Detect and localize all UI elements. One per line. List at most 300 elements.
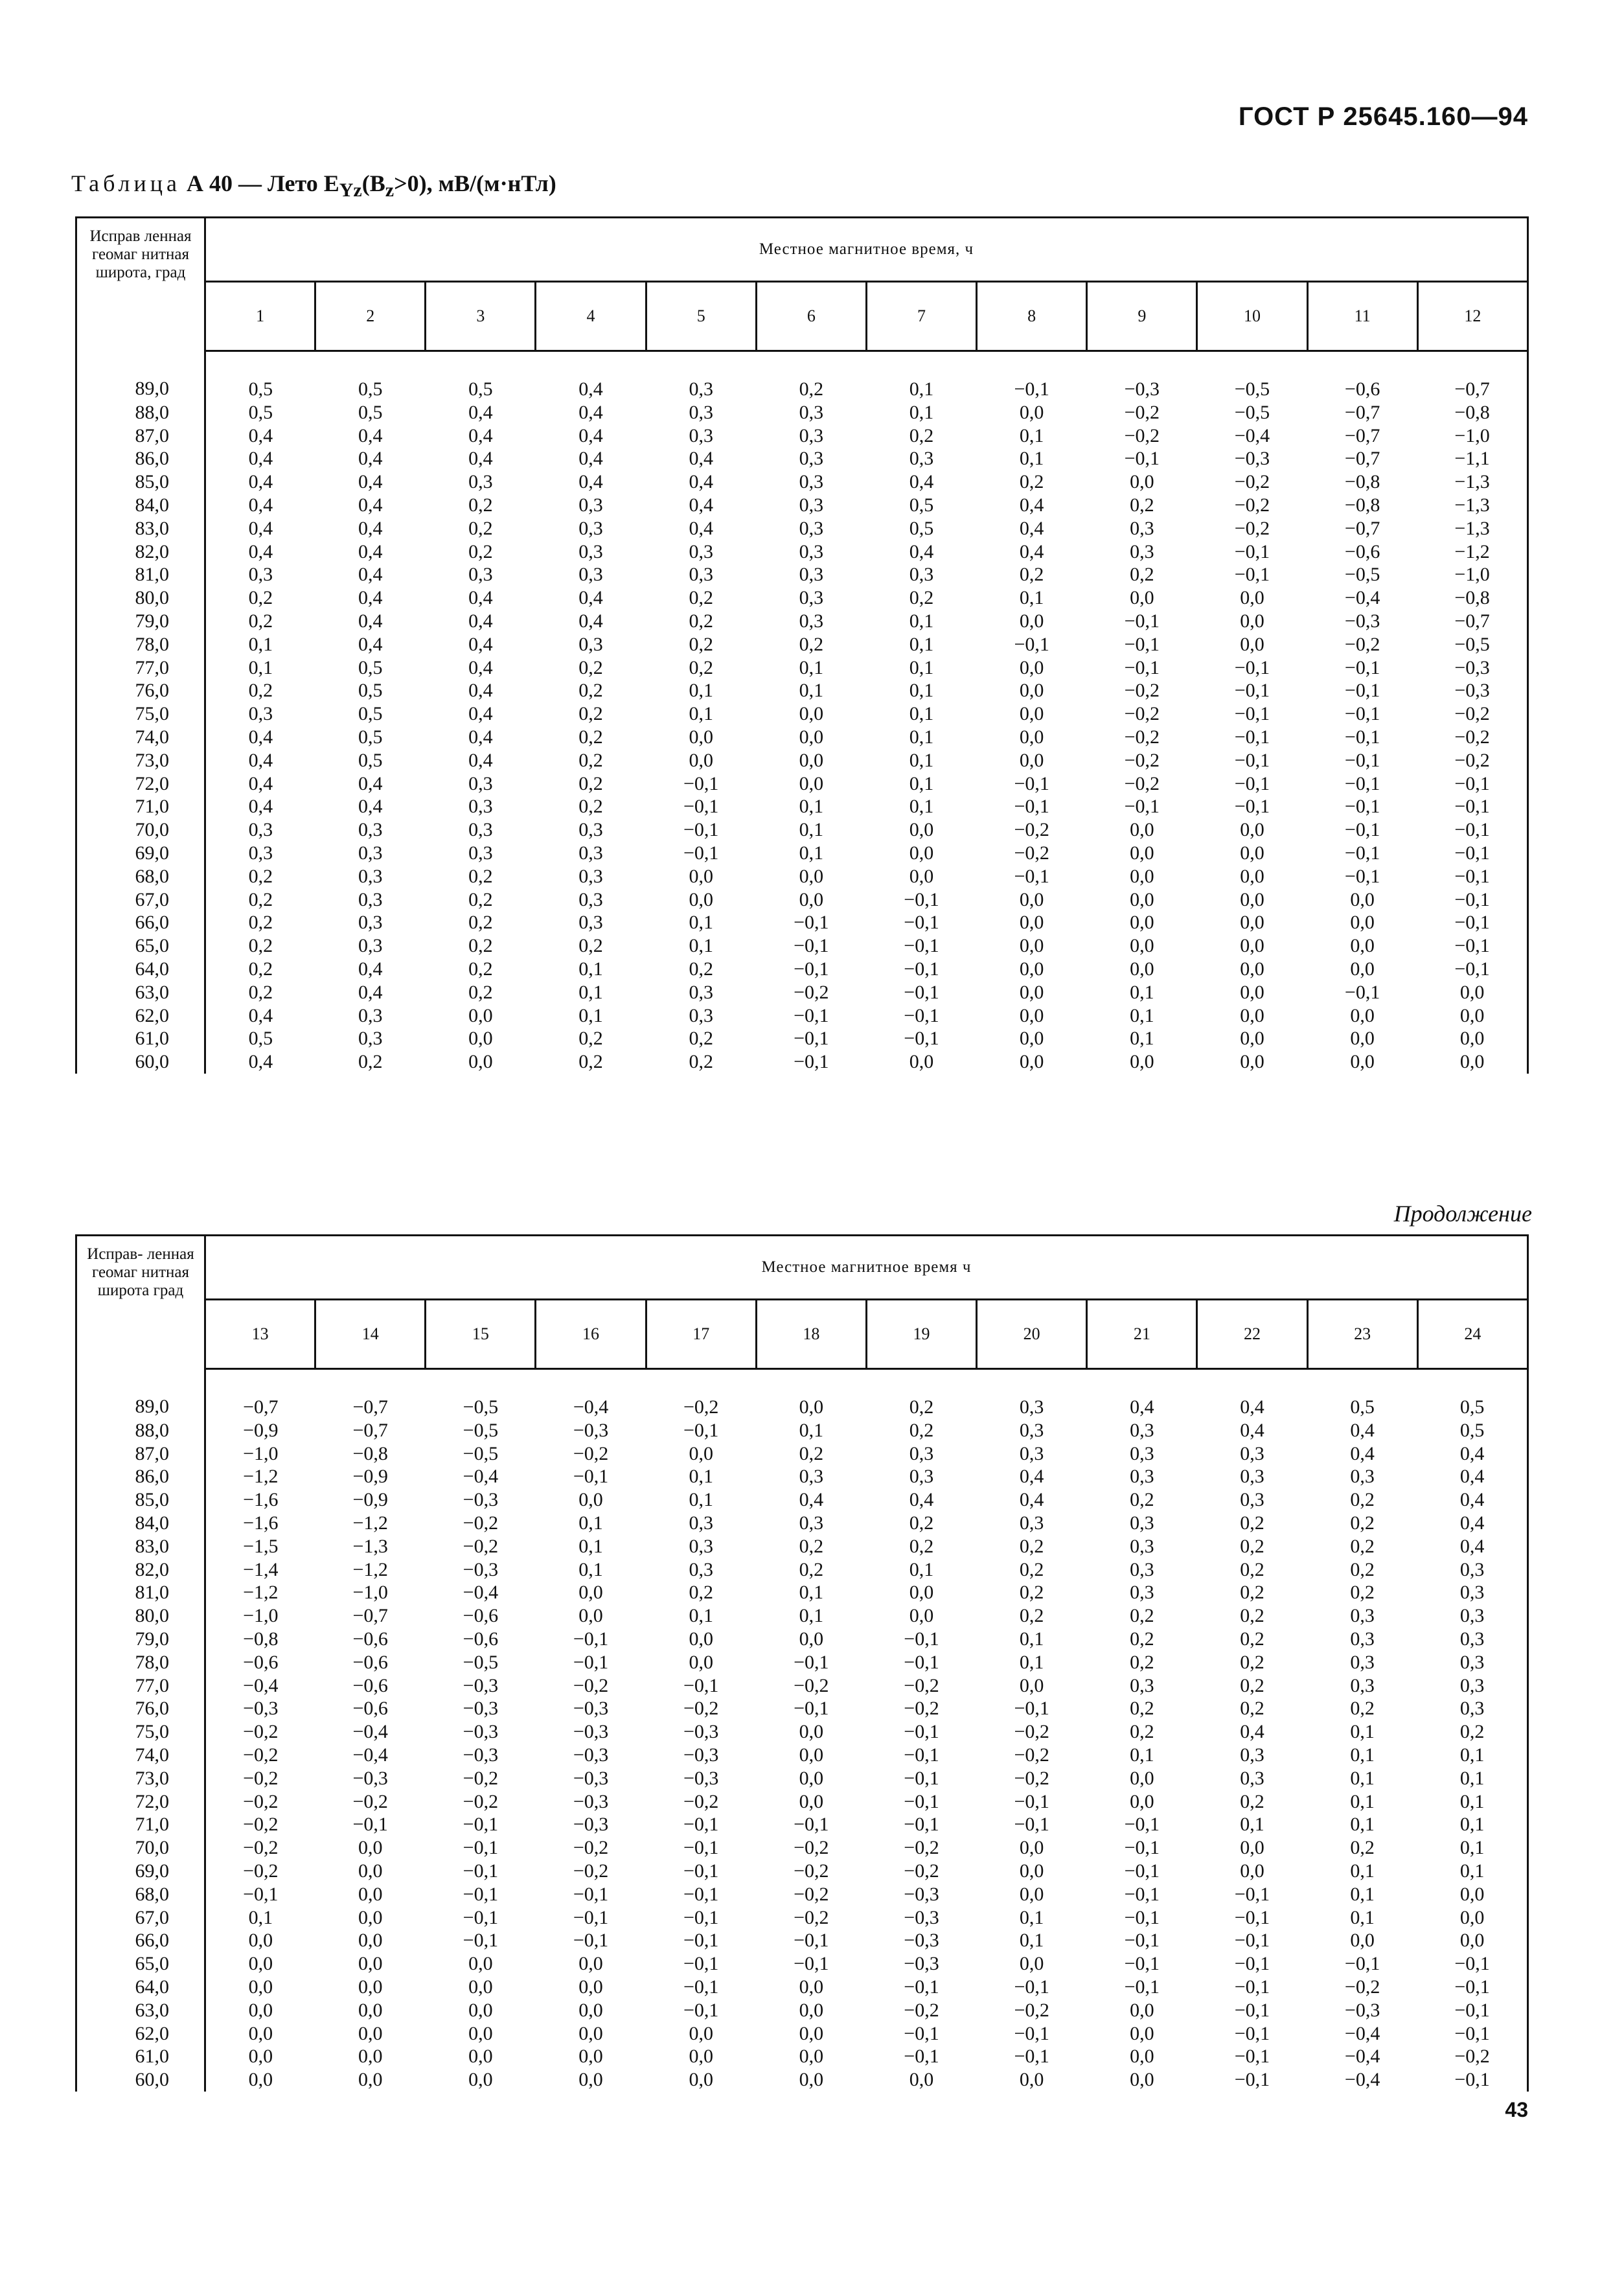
value-cell: 0,2 (578, 656, 603, 678)
value-cell: 0,3 (799, 564, 824, 586)
value-cell: 0,0 (1130, 1999, 1154, 2021)
value-cell: 0,1 (248, 633, 273, 655)
latitude-cell: 87,0 (76, 424, 205, 448)
value-cell: 0,1 (909, 610, 934, 632)
value-cell: 0,3 (1130, 1442, 1154, 1464)
hour-column-header: 15 (426, 1300, 536, 1369)
value-cell: −0,7 (1417, 610, 1527, 633)
value-cell: −0,1 (683, 1953, 719, 1975)
value-cell: 0,0 (909, 1051, 934, 1073)
value-cell: 0,0 (468, 2022, 493, 2044)
value-cell: 0,0 (578, 1976, 603, 1998)
value-cell: −0,3 (573, 1767, 609, 1789)
value-cell: 0,3 (689, 1558, 713, 1580)
latitude-cell: 83,0 (76, 1535, 205, 1558)
value-cell: −0,2 (1014, 1721, 1049, 1743)
value-cell: −0,2 (683, 1698, 719, 1720)
value-cell: −0,8 (243, 1628, 279, 1650)
value-cell: −0,1 (904, 1790, 939, 1812)
value-cell: 0,5 (358, 378, 383, 400)
value-cell: 0,1 (578, 1512, 603, 1534)
value-cell: −0,5 (1417, 633, 1527, 656)
value-cell: −0,1 (1417, 795, 1527, 818)
value-cell: −0,1 (1344, 796, 1380, 818)
value-cell: 0,3 (1130, 1466, 1154, 1488)
value-cell: 0,0 (1240, 1860, 1264, 1882)
value-cell: 0,4 (468, 587, 493, 609)
hour-column-header: 8 (977, 282, 1087, 351)
value-cell: −0,5 (463, 1419, 499, 1441)
value-cell: −0,2 (904, 1837, 939, 1859)
value-cell: 0,2 (248, 935, 273, 957)
value-cell: 0,0 (799, 1628, 824, 1650)
value-cell: −0,1 (1344, 749, 1380, 771)
local-time-group-header: Местное магнитное время, ч (205, 218, 1528, 282)
table-row (76, 633, 1528, 656)
table-row (76, 2045, 1528, 2068)
value-cell: 0,4 (909, 1489, 934, 1511)
value-cell: 0,3 (799, 448, 824, 470)
value-cell: −0,1 (1014, 378, 1049, 400)
value-cell: 0,3 (799, 540, 824, 562)
value-cell: 0,4 (689, 517, 713, 539)
value-cell: −0,1 (573, 1906, 609, 1928)
value-cell: 0,0 (1350, 1930, 1375, 1952)
value-cell: 0,1 (1350, 1883, 1375, 1905)
value-cell: −0,7 (352, 1605, 388, 1627)
value-cell: 0,0 (578, 1582, 603, 1604)
value-cell: 0,4 (909, 540, 934, 562)
value-cell: 0,2 (689, 1051, 713, 1073)
value-cell: 0,0 (1240, 1051, 1264, 1073)
value-cell: 0,2 (468, 981, 493, 1003)
value-cell: 0,2 (1350, 1698, 1375, 1720)
value-cell: 0,0 (1019, 703, 1044, 725)
latitude-cell: 72,0 (76, 1790, 205, 1814)
value-cell: 0,4 (358, 424, 383, 446)
value-cell: 0,0 (1240, 865, 1264, 887)
value-cell: 0,2 (689, 1582, 713, 1604)
value-cell: 0,4 (1019, 517, 1044, 539)
value-cell: 0,4 (248, 424, 273, 446)
value-cell: 0,3 (799, 1466, 824, 1488)
value-cell: −0,1 (1234, 1999, 1270, 2021)
value-cell: 0,1 (1019, 1930, 1044, 1952)
value-cell: 0,0 (358, 1999, 383, 2021)
value-cell: 0,2 (578, 796, 603, 818)
value-cell: 0,2 (248, 587, 273, 609)
value-cell: 0,2 (578, 935, 603, 957)
value-cell: 0,3 (1417, 1628, 1527, 1651)
value-cell: 0,2 (1350, 1535, 1375, 1557)
table-row (76, 1581, 1528, 1604)
value-cell: −1,0 (243, 1605, 279, 1627)
value-cell: 0,3 (468, 819, 493, 841)
value-cell: −0,1 (573, 1628, 609, 1650)
value-cell: 0,3 (578, 517, 603, 539)
value-cell: 0,2 (689, 1028, 713, 1050)
value-cell: 0,3 (1130, 1558, 1154, 1580)
value-cell: 0,5 (358, 656, 383, 678)
hour-column-header: 10 (1197, 282, 1307, 351)
value-cell: 0,0 (1240, 610, 1264, 632)
value-cell: 0,3 (799, 610, 824, 632)
value-cell: 0,4 (358, 494, 383, 516)
value-cell: −0,1 (352, 1814, 388, 1836)
value-cell: −0,8 (1344, 471, 1380, 493)
latitude-cell: 60,0 (76, 1050, 205, 1074)
value-cell: 0,1 (1130, 1004, 1154, 1026)
value-cell: −0,1 (1417, 888, 1527, 912)
value-cell: 0,1 (689, 1605, 713, 1627)
value-cell: 0,1 (1019, 448, 1044, 470)
caption-tail: >0), мВ/(м·нТл) (394, 170, 556, 196)
value-cell: 0,2 (1130, 1489, 1154, 1511)
latitude-column-header: Исправ ленная геомаг нитная широта, град (76, 218, 205, 351)
value-cell: −0,9 (352, 1466, 388, 1488)
value-cell: 0,0 (689, 2022, 713, 2044)
value-cell: 0,0 (358, 2046, 383, 2068)
value-cell: 0,0 (1240, 888, 1264, 910)
table-row (76, 1651, 1528, 1674)
value-cell: 0,0 (248, 2069, 273, 2091)
value-cell: −0,2 (243, 1767, 279, 1789)
value-cell: 0,5 (358, 726, 383, 748)
value-cell: 0,2 (578, 680, 603, 702)
value-cell: 0,3 (1417, 1697, 1527, 1720)
value-cell: −0,1 (463, 1837, 499, 1859)
value-cell: 0,0 (1019, 610, 1044, 632)
value-cell: −0,3 (904, 1883, 939, 1905)
value-cell: 0,4 (248, 471, 273, 493)
value-cell: −0,3 (1417, 679, 1527, 702)
value-cell: −0,5 (463, 1396, 499, 1418)
value-cell: 0,3 (578, 633, 603, 655)
value-cell: −0,1 (794, 1651, 829, 1673)
value-cell: 0,4 (1019, 540, 1044, 562)
value-cell: −0,8 (1417, 586, 1527, 610)
value-cell: −0,2 (243, 1744, 279, 1766)
value-cell: 0,2 (909, 587, 934, 609)
value-cell: 0,0 (909, 2069, 934, 2091)
value-cell: 0,4 (1240, 1721, 1264, 1743)
latitude-cell: 74,0 (76, 726, 205, 749)
value-cell: 0,0 (1130, 2046, 1154, 2068)
value-cell: −0,1 (1124, 633, 1160, 655)
value-cell: 0,5 (1417, 1419, 1527, 1442)
value-cell: 0,0 (1240, 1028, 1264, 1050)
table-row (76, 563, 1528, 586)
value-cell: −0,2 (794, 1906, 829, 1928)
value-cell: 0,2 (248, 610, 273, 632)
latitude-cell: 85,0 (76, 1488, 205, 1512)
value-cell: 0,0 (578, 2046, 603, 2068)
value-cell: 0,2 (1130, 1651, 1154, 1673)
value-cell: 0,2 (1417, 1720, 1527, 1744)
value-cell: 0,3 (468, 564, 493, 586)
value-cell: −0,9 (352, 1489, 388, 1511)
value-cell: 0,0 (1019, 749, 1044, 771)
value-cell: 0,0 (799, 865, 824, 887)
value-cell: 0,4 (1240, 1396, 1264, 1418)
value-cell: 0,4 (1417, 1465, 1527, 1488)
value-cell: −0,2 (1014, 1744, 1049, 1766)
value-cell: −0,1 (1014, 772, 1049, 794)
value-cell: −1,6 (243, 1489, 279, 1511)
value-cell: −1,2 (352, 1512, 388, 1534)
value-cell: 0,2 (248, 958, 273, 980)
value-cell: 0,5 (358, 680, 383, 702)
value-cell: 0,0 (1130, 958, 1154, 980)
value-cell: 0,2 (689, 656, 713, 678)
value-cell: −0,4 (352, 1744, 388, 1766)
hour-column-header: 18 (756, 1300, 866, 1369)
value-cell: −0,1 (1417, 2068, 1527, 2092)
latitude-cell: 64,0 (76, 958, 205, 981)
value-cell: 0,0 (248, 2046, 273, 2068)
value-cell: 0,3 (1130, 1535, 1154, 1557)
latitude-cell: 66,0 (76, 911, 205, 934)
value-cell: 0,0 (468, 1051, 493, 1073)
value-cell: −0,3 (463, 1674, 499, 1696)
table-row (76, 842, 1528, 865)
value-cell: −0,3 (683, 1744, 719, 1766)
value-cell: 0,2 (1350, 1512, 1375, 1534)
table-row (76, 1419, 1528, 1442)
hour-column-header: 7 (866, 282, 976, 351)
value-cell: −0,2 (1014, 1767, 1049, 1789)
value-cell: −0,3 (463, 1489, 499, 1511)
table-row (76, 911, 1528, 934)
value-cell: −0,1 (573, 1466, 609, 1488)
value-cell: 0,1 (1417, 1790, 1527, 1814)
value-cell: 0,3 (799, 1512, 824, 1534)
value-cell: 0,3 (799, 494, 824, 516)
latitude-cell: 83,0 (76, 517, 205, 540)
value-cell: −0,5 (1234, 378, 1270, 400)
value-cell: −0,1 (904, 1767, 939, 1789)
value-cell: 0,0 (1019, 1860, 1044, 1882)
value-cell: 0,2 (468, 912, 493, 934)
table-row (76, 1369, 1528, 1419)
value-cell: −0,3 (683, 1721, 719, 1743)
value-cell: 0,4 (358, 958, 383, 980)
value-cell: −0,1 (463, 1930, 499, 1952)
value-cell: 0,0 (1240, 912, 1264, 934)
value-cell: 0,2 (1240, 1605, 1264, 1627)
value-cell: 0,5 (1350, 1396, 1375, 1418)
value-cell: −1,5 (243, 1535, 279, 1557)
value-cell: 0,3 (358, 1028, 383, 1050)
latitude-cell: 76,0 (76, 1697, 205, 1720)
value-cell: −0,2 (1014, 819, 1049, 841)
value-cell: 0,1 (1019, 1906, 1044, 1928)
value-cell: 0,0 (1417, 981, 1527, 1004)
value-cell: −0,2 (573, 1837, 609, 1859)
value-cell: −0,1 (683, 1906, 719, 1928)
value-cell: 0,0 (799, 1767, 824, 1789)
value-cell: 0,0 (799, 772, 824, 794)
value-cell: 0,0 (689, 726, 713, 748)
table-body (76, 351, 1528, 1074)
value-cell: 0,2 (909, 424, 934, 446)
value-cell: 0,1 (1417, 1813, 1527, 1836)
value-cell: −0,1 (1417, 958, 1527, 981)
local-time-group-header: Местное магнитное время ч (205, 1236, 1528, 1300)
value-cell: 0,4 (248, 448, 273, 470)
value-cell: 0,0 (1130, 2022, 1154, 2044)
value-cell: −0,1 (683, 1814, 719, 1836)
value-cell: 0,2 (1019, 1582, 1044, 1604)
value-cell: 0,5 (358, 703, 383, 725)
value-cell: 0,0 (578, 1999, 603, 2021)
value-cell: 0,3 (468, 772, 493, 794)
value-cell: −0,1 (1234, 749, 1270, 771)
value-cell: −0,3 (904, 1953, 939, 1975)
latitude-cell: 61,0 (76, 1027, 205, 1050)
value-cell: 0,2 (1350, 1489, 1375, 1511)
value-cell: 0,1 (578, 958, 603, 980)
value-cell: −0,1 (794, 912, 829, 934)
value-cell: 0,0 (799, 703, 824, 725)
value-cell: 0,0 (1240, 842, 1264, 864)
value-cell: 0,4 (578, 448, 603, 470)
value-cell: −0,1 (1014, 2022, 1049, 2044)
value-cell: −0,1 (904, 981, 939, 1003)
latitude-cell: 82,0 (76, 540, 205, 564)
value-cell: 0,2 (1130, 494, 1154, 516)
continuation-label: Продолжение (1393, 1201, 1532, 1227)
value-cell: −0,4 (463, 1582, 499, 1604)
latitude-cell: 64,0 (76, 1976, 205, 1999)
table-row (76, 1027, 1528, 1050)
latitude-cell: 69,0 (76, 842, 205, 865)
table-row (76, 1604, 1528, 1628)
value-cell: 0,4 (1417, 1488, 1527, 1512)
value-cell: 0,0 (578, 1605, 603, 1627)
value-cell: 0,4 (1417, 1442, 1527, 1466)
table-row (76, 1442, 1528, 1466)
value-cell: −0,1 (1344, 656, 1380, 678)
value-cell: 0,4 (248, 494, 273, 516)
value-cell: 0,3 (1130, 540, 1154, 562)
table-row (76, 424, 1528, 448)
value-cell: 0,4 (1130, 1396, 1154, 1418)
value-cell: 0,3 (358, 842, 383, 864)
value-cell: −1,2 (352, 1558, 388, 1580)
value-cell: 0,5 (909, 494, 934, 516)
value-cell: 0,1 (1350, 1814, 1375, 1836)
value-cell: 0,2 (468, 935, 493, 957)
value-cell: −0,1 (904, 2022, 939, 2044)
value-cell: 0,0 (799, 1744, 824, 1766)
value-cell: −0,2 (463, 1512, 499, 1534)
value-cell: −0,7 (1344, 448, 1380, 470)
value-cell: −0,7 (352, 1396, 388, 1418)
value-cell: −0,1 (1417, 1999, 1527, 2022)
value-cell: 0,3 (1019, 1419, 1044, 1441)
value-cell: 0,3 (358, 819, 383, 841)
latitude-cell: 77,0 (76, 1674, 205, 1698)
value-cell: 0,3 (578, 888, 603, 910)
value-cell: 0,4 (468, 680, 493, 702)
value-cell: 0,0 (1019, 726, 1044, 748)
value-cell: −0,6 (463, 1605, 499, 1627)
value-cell: 0,0 (1240, 1004, 1264, 1026)
value-cell: 0,0 (1019, 1051, 1044, 1073)
value-cell: −0,1 (1234, 2069, 1270, 2091)
value-cell: −0,1 (1234, 796, 1270, 818)
value-cell: 0,0 (1417, 1929, 1527, 1952)
caption-rest: (B (361, 170, 385, 196)
value-cell: 0,2 (578, 703, 603, 725)
value-cell: 0,4 (1019, 1489, 1044, 1511)
value-cell: 0,3 (689, 540, 713, 562)
value-cell: 0,2 (578, 772, 603, 794)
value-cell: −0,3 (904, 1930, 939, 1952)
value-cell: −0,1 (1234, 1906, 1270, 1928)
hour-column-header: 12 (1417, 282, 1527, 351)
value-cell: −0,1 (1014, 1814, 1049, 1836)
value-cell: 0,0 (799, 1999, 824, 2021)
value-cell: 0,4 (578, 424, 603, 446)
latitude-cell: 79,0 (76, 610, 205, 633)
value-cell: −0,1 (1234, 703, 1270, 725)
value-cell: 0,5 (1417, 1369, 1527, 1419)
value-cell: −0,2 (1124, 424, 1160, 446)
value-cell: 0,3 (909, 1442, 934, 1464)
value-cell: −1,6 (243, 1512, 279, 1534)
value-cell: −0,1 (683, 1930, 719, 1952)
value-cell: −0,1 (904, 1628, 939, 1650)
value-cell: 0,4 (909, 471, 934, 493)
value-cell: 0,0 (799, 2046, 824, 2068)
latitude-cell: 61,0 (76, 2045, 205, 2068)
value-cell: 0,0 (1130, 888, 1154, 910)
value-cell: −0,2 (904, 1698, 939, 1720)
value-cell: −0,1 (1124, 1883, 1160, 1905)
value-cell: 0,0 (799, 2069, 824, 2091)
caption-number: А 40 (186, 170, 233, 196)
value-cell: 0,3 (578, 494, 603, 516)
value-cell: −0,2 (243, 1721, 279, 1743)
caption-label: Таблица (71, 170, 181, 196)
value-cell: 0,0 (578, 1953, 603, 1975)
value-cell: 0,2 (1240, 1674, 1264, 1696)
value-cell: 0,1 (1240, 1814, 1264, 1836)
value-cell: 0,4 (468, 448, 493, 470)
value-cell: 0,2 (909, 1535, 934, 1557)
value-cell: −0,1 (683, 1860, 719, 1882)
value-cell: −0,1 (1014, 1698, 1049, 1720)
value-cell: 0,0 (1240, 958, 1264, 980)
value-cell: 0,2 (909, 1419, 934, 1441)
value-cell: 0,0 (689, 749, 713, 771)
value-cell: −0,1 (904, 888, 939, 910)
value-cell: 0,0 (1130, 1767, 1154, 1789)
latitude-cell: 88,0 (76, 1419, 205, 1442)
value-cell: 0,2 (1130, 1605, 1154, 1627)
latitude-cell: 63,0 (76, 981, 205, 1004)
table-row (76, 749, 1528, 772)
value-cell: −0,3 (1344, 1999, 1380, 2021)
value-cell: 0,4 (358, 517, 383, 539)
value-cell: 0,1 (1417, 1744, 1527, 1767)
latitude-cell: 66,0 (76, 1929, 205, 1952)
value-cell: −0,1 (1344, 1953, 1380, 1975)
value-cell: −0,1 (904, 1721, 939, 1743)
hour-column-header: 20 (977, 1300, 1087, 1369)
